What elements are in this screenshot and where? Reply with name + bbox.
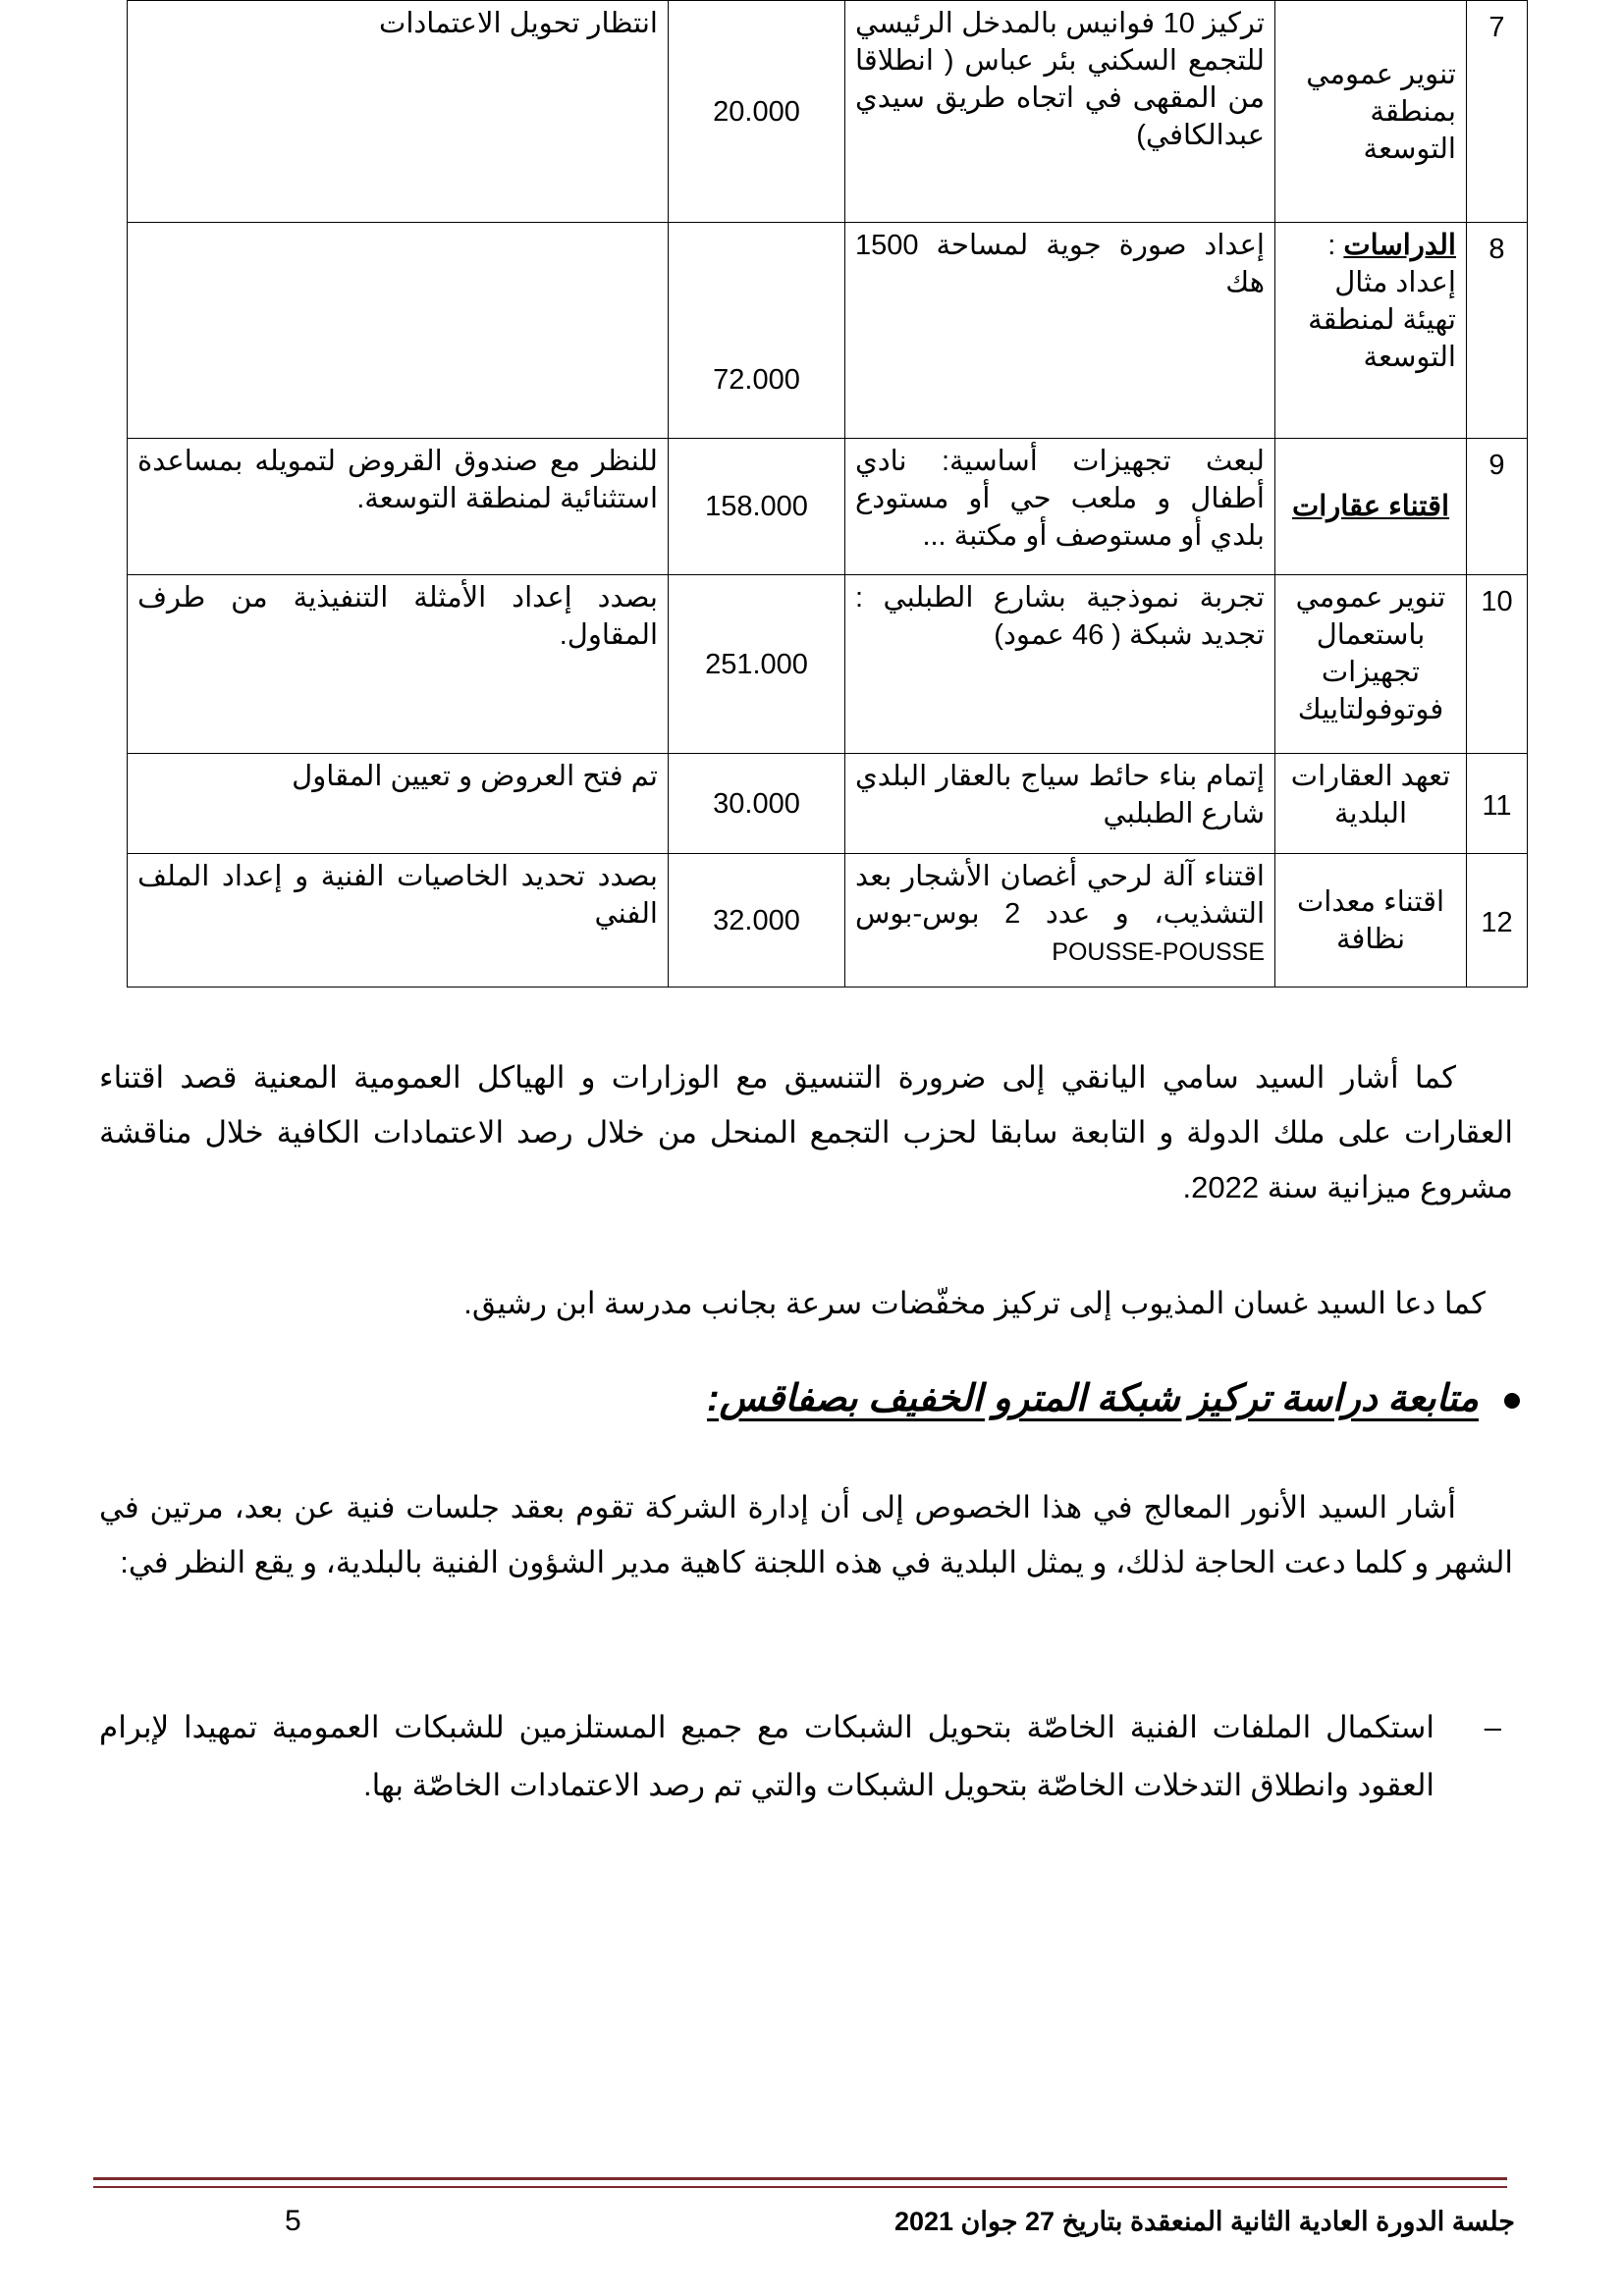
description-cell: لبعث تجهيزات أساسية: نادي أطفال و ملعب حي أو مستودع بلدي أو مستوصف أو مكتبة ... (845, 439, 1275, 575)
page-number: 5 (285, 2205, 301, 2237)
paragraph-land-acquisition: كما أشار السيد سامي اليانقي إلى ضرورة التنسيق مع الوزارات و الهياكل العمومية المعنية قصد اقتناء العقارات على ملك الدولة و التابعة سابقا لحزب التجمع المنحل من خلال رصد الاعتمادات الكافية خلال مناقشة مشروع ميزانية سنة 2022. (99, 1060, 1513, 1204)
table-row (128, 439, 1528, 575)
cost-cell: 32.000 (669, 854, 845, 988)
paragraph-metro-study: أشار السيد الأنور المعالج في هذا الخصوص إلى أن إدارة الشركة تقوم بعقد جلسات فنية عن بعد، مرتين في الشهر و كلما دعت الحاجة لذلك، و يمثل البلدية في هذه اللجنة كاهية مدير الشؤون الفنية بالبلدية، و يقع النظر في: (99, 1490, 1513, 1579)
footer-rule-thin (93, 2186, 1507, 2188)
description-latin: POUSSE-POUSSE (1052, 938, 1265, 966)
cost-cell: 20.000 (669, 1, 845, 223)
section-heading (707, 1376, 1520, 1420)
row-number: 8 (1467, 223, 1528, 439)
list-item-text: استكمال الملفات الفنية الخاصّة بتحويل الشبكات مع جميع المستلزمين للشبكات العمومية تمهيدا لإبرام العقود وانطلاق التدخلات الخاصّة بتحويل الشبكات والتي تم رصد الاعتمادات الخاصّة بها. (99, 1710, 1434, 1802)
observation-cell: انتظار تحويل الاعتمادات (128, 1, 669, 223)
row-number: 11 (1467, 754, 1528, 854)
table-row (128, 1, 1528, 223)
bullet-icon (1504, 1393, 1520, 1409)
table-row (128, 754, 1528, 854)
project-cell: تنوير عمومي باستعمال تجهيزات فوتوفولتاييك (1275, 575, 1467, 754)
row-number: 12 (1467, 854, 1528, 988)
dash-icon: – (1484, 1710, 1501, 1744)
project-cell (1275, 439, 1467, 575)
project-cell: الدراسات : إعداد مثال تهيئة لمنطقة التوسعة (1275, 223, 1467, 439)
description-cell (845, 854, 1275, 988)
cost-cell: 158.000 (669, 439, 845, 575)
table-row (128, 854, 1528, 988)
projects-table (127, 0, 1528, 988)
project-category: الدراسات (1343, 230, 1456, 261)
description-text: اقتناء آلة لرحي أغصان الأشجار بعد التشذيب، و عدد 2 بوس-بوس (855, 861, 1266, 930)
cost-cell: 30.000 (669, 754, 845, 854)
section-heading-text: متابعة دراسة تركيز شبكة المترو الخفيف بصفاقس: (707, 1378, 1479, 1419)
row-number: 9 (1467, 439, 1528, 575)
cost-cell: 72.000 (669, 223, 845, 439)
description-cell: تجربة نموذجية بشارع الطبلبي : تجديد شبكة ( 46 عمود) (845, 575, 1275, 754)
observation-cell: بصدد تحديد الخاصيات الفنية و إعداد الملف الفني (128, 854, 669, 988)
observation-cell (128, 223, 669, 439)
cost-cell: 251.000 (669, 575, 845, 754)
row-number: 7 (1467, 1, 1528, 223)
table-row (128, 575, 1528, 754)
description-cell: إعداد صورة جوية لمساحة 1500 هك (845, 223, 1275, 439)
project-cell: تعهد العقارات البلدية (1275, 754, 1467, 854)
footer-session-title: جلسة الدورة العادية الثانية المنعقدة بتاريخ 27 جوان 2021 (893, 2207, 1515, 2236)
observation-cell: بصدد إعداد الأمثلة التنفيذية من طرف المقاول. (128, 575, 669, 754)
table-row (128, 223, 1528, 439)
project-category: اقتناء عقارات (1291, 491, 1450, 522)
observation-cell: للنظر مع صندوق القروض لتمويله بمساعدة استثنائية لمنطقة التوسعة. (128, 439, 669, 575)
project-text: إعداد مثال تهيئة لمنطقة التوسعة (1308, 267, 1456, 373)
observation-cell: تم فتح العروض و تعيين المقاول (128, 754, 669, 854)
description-cell: تركيز 10 فوانيس بالمدخل الرئيسي للتجمع السكني بئر عباس ( انطلاقا من المقهى في اتجاه طريق سيدي عبدالكافي) (845, 1, 1275, 223)
row-number: 10 (1467, 575, 1528, 754)
project-cell: اقتناء معدات نظافة (1275, 854, 1467, 988)
description-cell: إتمام بناء حائط سياج بالعقار البلدي شارع الطبلبي (845, 754, 1275, 854)
paragraph-speed-bumps: كما دعا السيد غسان المذيوب إلى تركيز مخفّضات سرعة بجانب مدرسة ابن رشيق. (463, 1286, 1486, 1320)
project-cell: تنوير عمومي بمنطقة التوسعة (1275, 1, 1467, 223)
list-item (99, 1698, 1513, 1814)
footer-rule (93, 2177, 1507, 2180)
